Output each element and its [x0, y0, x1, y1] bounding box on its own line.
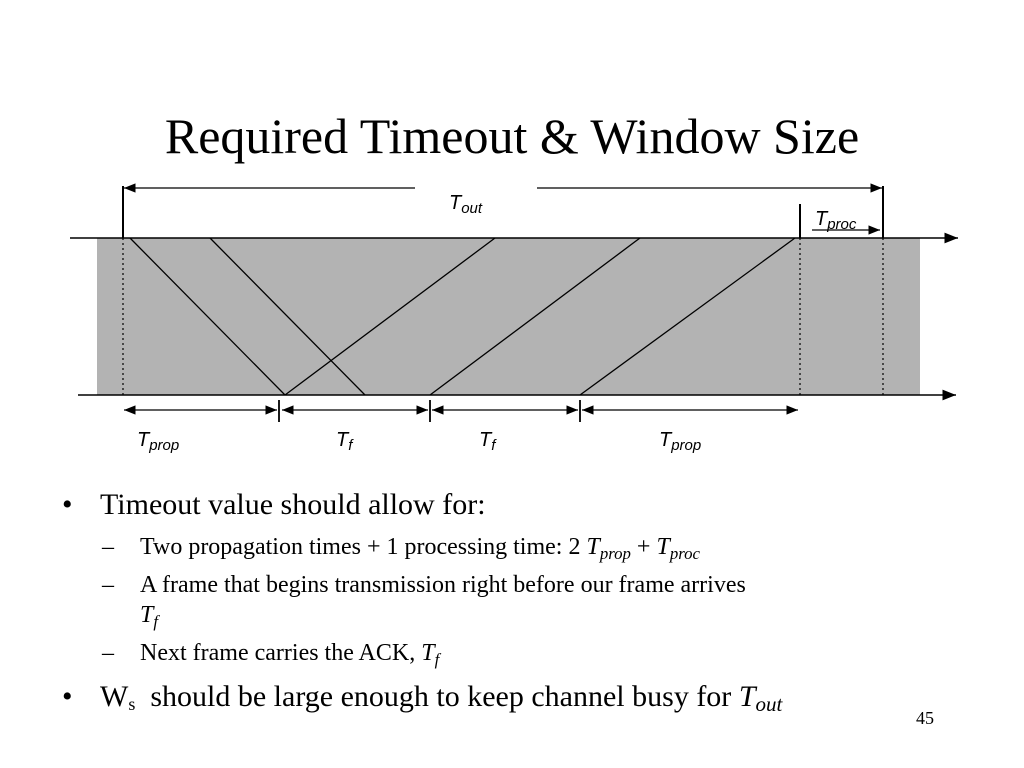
- math-variable: $T_{out}$: [738, 680, 783, 716]
- slide-title: Required Timeout & Window Size: [164, 108, 860, 164]
- tprop-label-1: $T_{prop}$: [137, 429, 180, 454]
- tf-label-2: $T_f$: [479, 429, 496, 454]
- tout-label: $T_{out}$: [449, 192, 483, 217]
- tprop-label-2: $T_{prop}$: [659, 429, 702, 454]
- bullet-marker: •: [62, 488, 73, 521]
- math-variable: $T_{proc}$: [656, 534, 700, 563]
- sub-bullet-item: [62, 638, 962, 668]
- sub-bullet-item: [62, 570, 962, 630]
- math-variable: $T_f$: [421, 640, 440, 669]
- bullet-list: [62, 486, 962, 716]
- math-operator: +: [630, 534, 657, 560]
- sub-bullet-text: A frame that begins transmission right before our frame arrives: [140, 572, 746, 598]
- math-variable: $T_f$: [140, 602, 159, 631]
- sub-bullet-text: Next frame carries the ACK,: [140, 640, 422, 666]
- bullet-text: should be large enough to keep channel busy for: [135, 680, 739, 713]
- bullet-text: Timeout value should allow for:: [100, 488, 486, 521]
- tproc-label: $T_{proc}$: [815, 208, 857, 233]
- channel-band: [97, 238, 920, 395]
- bullet-item: [62, 678, 962, 716]
- tf-label-1: $T_f$: [336, 429, 353, 454]
- dash-marker: –: [102, 572, 114, 598]
- dash-marker: –: [102, 640, 114, 666]
- bullet-item: [62, 486, 962, 524]
- math-symbol: $W_s$: [100, 680, 136, 714]
- sub-bullet-text: Two propagation times + 1 processing time: 2: [140, 534, 587, 560]
- sub-bullet-item: [62, 532, 962, 562]
- bullet-marker: •: [62, 680, 73, 713]
- dash-marker: –: [102, 534, 114, 560]
- page-number: 45: [916, 708, 934, 728]
- math-variable: $T_{prop}$: [586, 534, 631, 563]
